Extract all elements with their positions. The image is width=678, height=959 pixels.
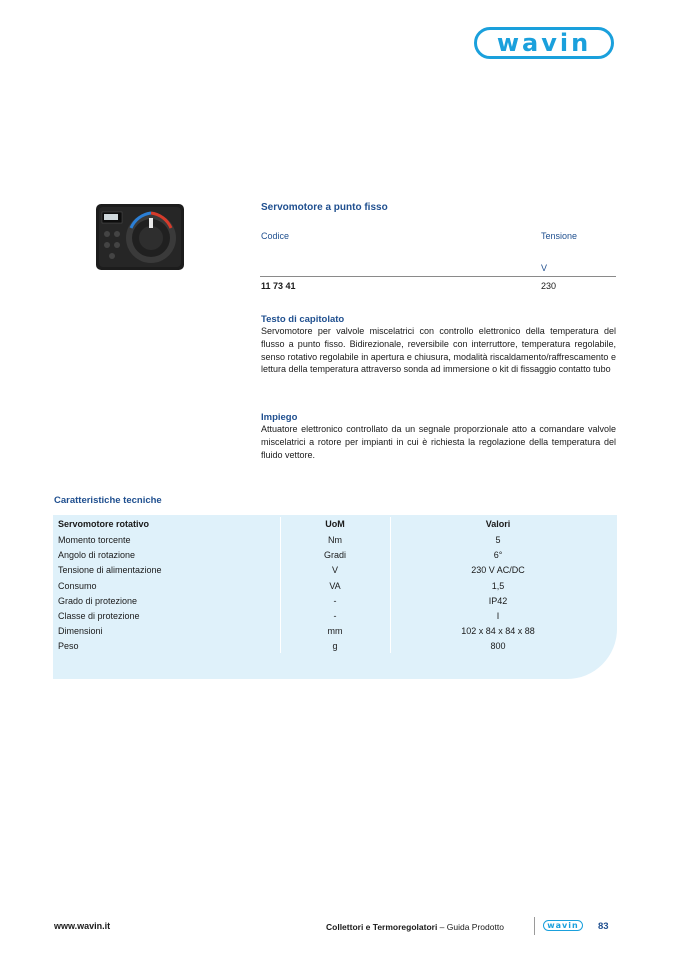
specification-title: Testo di capitolato <box>261 314 345 325</box>
usage-title: Impiego <box>261 412 298 423</box>
footer-guide-title: Collettori e Termoregolatori – Guida Prodotto <box>326 922 504 932</box>
tech-row-label: Momento torcente <box>58 535 131 545</box>
tech-header-name: Servomotore rotativo <box>58 519 150 529</box>
technical-title: Caratteristiche tecniche <box>54 495 162 506</box>
tech-row-label: Tensione di alimentazione <box>58 565 162 576</box>
tech-row-label: Peso <box>58 641 79 652</box>
voltage-unit: V <box>541 263 548 273</box>
product-voltage: 230 <box>541 281 557 291</box>
code-header: Codice <box>261 231 290 241</box>
column-separator <box>390 517 391 653</box>
table-divider <box>260 276 616 277</box>
product-title: Servomotore a punto fisso <box>261 202 388 213</box>
wavin-logo: wavin <box>474 27 614 59</box>
tech-row-label: Dimensioni <box>58 626 103 637</box>
specification-text: Servomotore per valvole miscelatrici con controllo elettronico della temperatura del flusso a punto fisso. Bidirezionale, reversibile con interruttore, temperatura regolabile, senso rotativo regolabile in apertura e chiusura, modalità riscaldamento/raffrescamento e lettura della temperatura attraverso sonda ad immersione o kit di fissaggio contatto tubo <box>261 326 616 375</box>
footer-wavin-logo: wavin <box>543 920 583 931</box>
page-number: 83 <box>598 921 609 932</box>
footer-url[interactable]: www.wavin.it <box>54 921 111 931</box>
column-separator <box>280 517 281 653</box>
servomotor-product-image <box>95 203 185 271</box>
tech-row-label: Grado di protezione <box>58 595 138 606</box>
voltage-header: Tensione <box>541 231 578 241</box>
product-code: 11 73 41 <box>261 281 296 291</box>
tech-row-label: Consumo <box>58 580 97 591</box>
tech-row-label: Classe di protezione <box>58 611 140 621</box>
tech-row-label: Angolo di rotazione <box>58 550 136 561</box>
usage-text: Attuatore elettronico controllato da un segnale proporzionale atto a comandare valvole miscelatrici a rotore per impianti in cui è richiesta la regolazione della temperatura del fluido vettore. <box>261 424 616 460</box>
footer-divider <box>534 917 535 935</box>
